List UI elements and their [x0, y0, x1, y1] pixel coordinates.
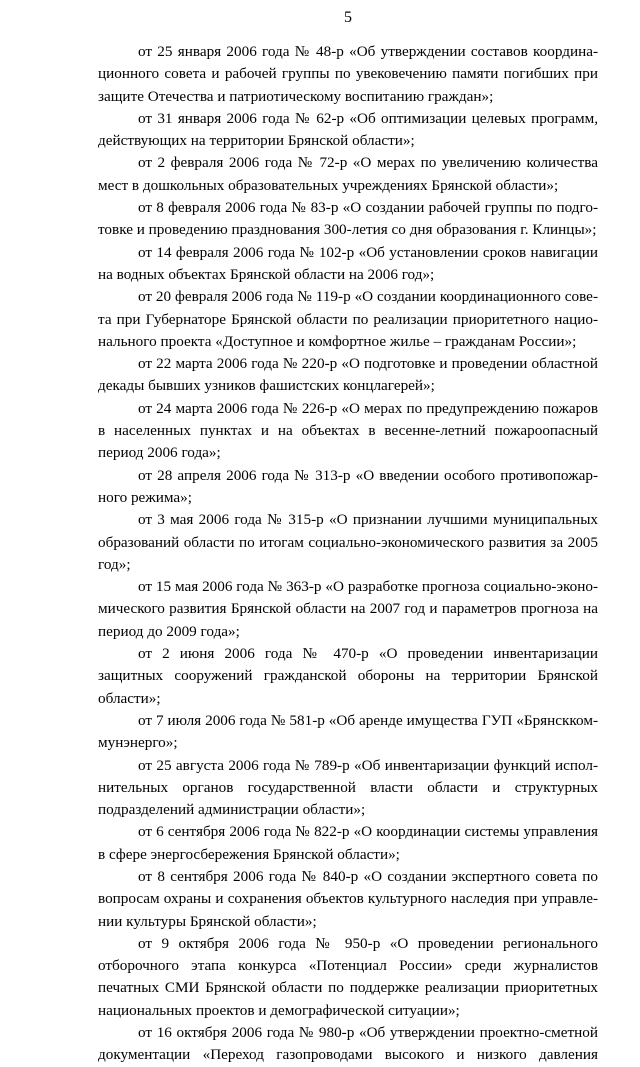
list-item: от 25 августа 2006 года № 789-р «Об инвентаризации функций исполнительных органов государственной власти области и структурных подразделений администрации области»; [98, 756, 598, 819]
list-item: от 25 января 2006 года № 48-р «Об утверждении составов координационного совета и рабочей группы по увековечению памяти погибших при защите Отечества и патриотическому воспитанию граждан»; [98, 43, 598, 105]
list-item: от 24 марта 2006 года № 226-р «О мерах по предупреждению пожаров в населенных пунктах и на объектах в весенне-летний пожароопасный период 2006 года»; [98, 399, 598, 462]
page-number: 5 [344, 9, 352, 26]
list-item: от 2 июня 2006 года № 470-р «О проведении инвентаризации защитных сооружений гражданской обороны на территории Брянской области»; [98, 645, 598, 707]
list-item: от 8 февраля 2006 года № 83-р «О создании рабочей группы по подготовке и проведению празднования 300-летия со дня образования г. Клинцы»; [98, 199, 598, 239]
list-item: от 14 февраля 2006 года № 102-р «Об установлении сроков навигации на водных объектах Брянской области на 2006 год»; [98, 243, 598, 283]
list-item: от 31 января 2006 года № 62-р «Об оптимизации целевых программ, действующих на территории Брянской области»; [98, 109, 598, 150]
list-item: от 3 мая 2006 года № 315-р «О признании лучшими муниципальных образований области по итогам социально-экономического развития за 2005 год»; [98, 511, 598, 573]
list-item: от 20 февраля 2006 года № 119-р «О создании координационного совета при Губернаторе Брянской области по реализации приоритетного национального проекта «Доступное и комфортное жилье – гражданам России»; [98, 288, 598, 350]
list-item: от 22 марта 2006 года № 220-р «О подготовке и проведении областной декады бывших узников фашистских концлагерей»; [98, 355, 598, 395]
list-item: от 6 сентября 2006 года № 822-р «О координации системы управления в сфере энергосбережения Брянской области»; [98, 823, 598, 863]
list-item: от 28 апреля 2006 года № 313-р «О введении особого противопожарного режима»; [98, 466, 598, 506]
list-item: от 8 сентября 2006 года № 840-р «О создании экспертного совета по вопросам охраны и сохранения объектов культурного наследия при управлении культуры Брянской области»; [98, 867, 598, 930]
list-item: от 9 октября 2006 года № 950-р «О проведении регионального отборочного этапа конкурса «Потенциал России» среди журналистов печатных СМИ Брянской области по поддержке реализации приоритетных национальных проектов и демографической ситуации»; [98, 934, 598, 1019]
list-item: от 15 мая 2006 года № 363-р «О разработке прогноза социально-экономического развития Брянской области на 2007 год и параметров прогноза на период до 2009 года»; [98, 578, 598, 640]
list-item: от 7 июля 2006 года № 581-р «Об аренде имущества ГУП «Брянсккоммунэнерго»; [98, 711, 598, 752]
list-item: от 2 февраля 2006 года № 72-р «О мерах по увеличению количества мест в дошкольных образовательных учреждениях Брянской области»; [98, 154, 598, 194]
list-item: от 16 октября 2006 года № 980-р «Об утверждении проектно-сметной документации «Переход газопроводами высокого и низкого давления [98, 1024, 598, 1064]
